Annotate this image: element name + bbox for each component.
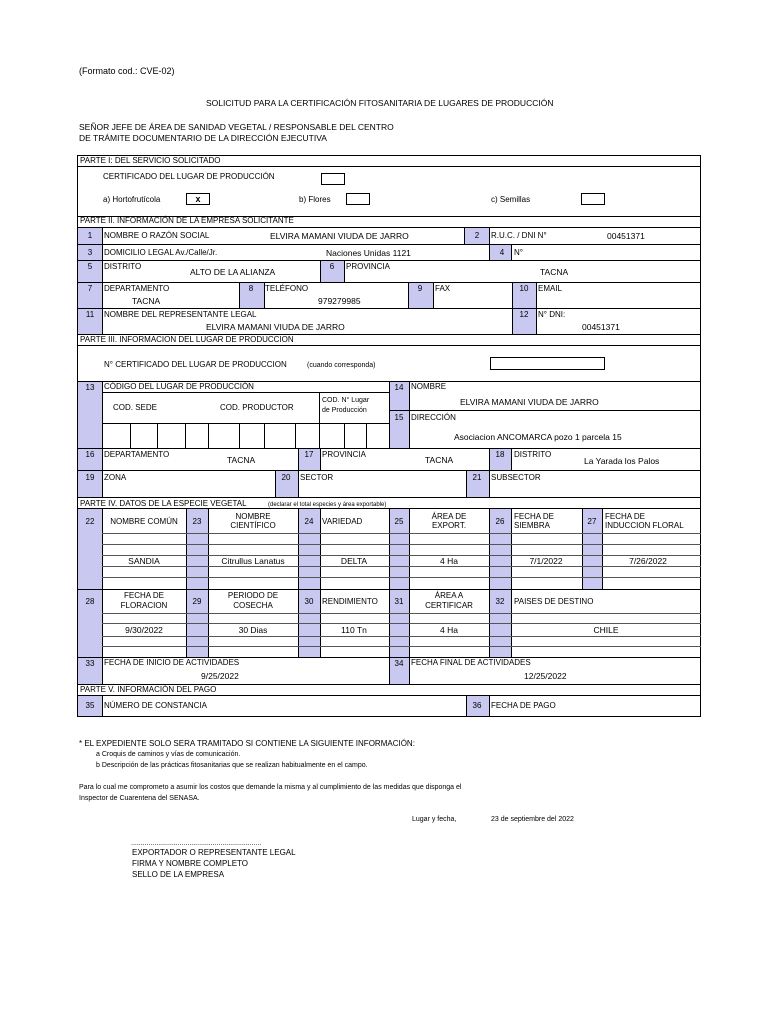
zone-label: ZONA [104,473,127,482]
signature-name: FIRMA Y NOMBRE COMPLETO [132,859,249,868]
certificate-checkbox[interactable] [321,173,345,185]
place-date-value: 23 de septiembre del 2022 [491,816,574,823]
field-number: 23 [192,517,202,526]
phone-value: 979279985 [318,296,361,306]
site-province-label: PROVINCIA [322,450,367,459]
commitment-line2: Inspector de Cuarentena del SENASA. [79,795,200,802]
field-number: 19 [85,473,95,482]
cert-number-note: (cuando corresponda) [307,362,376,369]
species-common-name: SANDIA [128,556,160,566]
flowering-date-header-2: FLORACION [120,601,168,610]
cod-sede-label: COD. SEDE [113,403,158,412]
scientific-name-header-1: NOMBRE [235,512,271,521]
option-semillas-label: c) Semillas [491,195,531,204]
field-number: 8 [248,284,254,293]
scientific-name-header-2: CIENTÍFICO [230,521,276,530]
format-code: (Formato cod.: CVE-02) [79,66,175,76]
part4-title-note: (declarar el total especies y área exportable) [268,502,387,508]
address-number-label: N° [514,248,523,257]
site-department-label: DEPARTAMENTO [104,450,170,459]
address-label: DOMICILIO LEGAL Av./Calle/Jr. [104,248,218,257]
province-label: PROVINCIA [346,262,391,271]
species-induction-date: 7/26/2022 [629,556,667,566]
export-area-header-2: EXPORT. [431,521,467,530]
signature-line: ................................................................... [131,840,262,847]
field-number: 10 [519,284,529,293]
option-hortofruticola-label: a) Hortofrutícola [103,195,161,204]
receipt-number-label: NÚMERO DE CONSTANCIA [104,701,207,710]
note-a: a Croquis de caminos y vías de comunicación. [96,751,241,758]
field-number: 26 [495,517,505,526]
flowering-date-header-1: FECHA DE [123,591,165,600]
signature-seal: SELLO DE LA EMPRESA [132,870,225,879]
end-date-value: 12/25/2022 [524,671,567,681]
start-date-value: 9/25/2022 [201,671,239,681]
field-number: 3 [87,248,93,257]
field-number: 11 [85,310,95,319]
phone-label: TELÉFONO [265,284,309,293]
field-number: 12 [519,310,529,319]
species-export-area: 4 Ha [440,556,458,566]
species-scientific-name: Citrullus Lanatus [221,556,285,566]
end-date-label: FECHA FINAL DE ACTIVIDADES [411,658,531,667]
destination-value: CHILE [593,625,619,635]
note-b: b Descripción de las prácticas fitosanitarias que se realizan habitualmente en el campo. [96,762,368,769]
field-number: 1 [87,231,93,240]
dni-label: N° DNI: [538,310,566,319]
harvest-period-value: 30 Dias [238,625,268,635]
option-semillas-checkbox[interactable] [581,193,605,205]
representative-value: ELVIRA MAMANI VIUDA DE JARRO [206,322,345,332]
field-number: 18 [495,450,505,459]
field-number: 5 [87,262,93,271]
yield-value: 110 Tn [341,625,367,635]
email-label: EMAIL [538,284,563,293]
part4-title: PARTE IV. DATOS DE LA ESPECIE VEGETAL [80,499,247,508]
cert-number-input[interactable] [490,357,605,370]
field-number: 16 [85,450,95,459]
site-province-value: TACNA [425,455,454,465]
harvest-period-header-2: COSECHA [233,601,273,610]
address-value: Naciones Unidas 1121 [326,248,411,258]
cod-lugar-label-2: de Producción [322,407,367,414]
field-number: 6 [329,262,335,271]
field-number: 4 [499,248,505,257]
common-name-header: NOMBRE COMÚN [110,517,178,526]
field-number: 33 [85,659,95,668]
certify-area-header-1: ÁREA A [434,591,464,600]
field-number: 7 [87,284,93,293]
species-sowing-date: 7/1/2022 [529,556,563,566]
field-number: 27 [587,517,597,526]
addressee-line2: DE TRÁMITE DOCUMENTARIO DE LA DIRECCIÓN EJECUTIVA [79,133,327,143]
field-number: 17 [304,450,314,459]
sowing-date-header-2: SIEMBRA [514,521,551,530]
company-name-label: NOMBRE O RAZÓN SOCIAL [104,231,210,240]
field-number: 24 [304,517,314,526]
province-value: TACNA [540,267,569,277]
option-flores-label: b) Flores [299,195,331,204]
start-date-label: FECHA DE INICIO DE ACTIVIDADES [104,658,240,667]
addressee-line1: SEÑOR JEFE DE ÁREA DE SANIDAD VEGETAL / RESPONSABLE DEL CENTRO [79,122,394,132]
certify-area-value: 4 Ha [440,625,458,635]
field-number: 29 [192,597,202,606]
sowing-date-header-1: FECHA DE [514,512,555,521]
site-name-value: ELVIRA MAMANI VIUDA DE JARRO [460,397,599,407]
field-number: 14 [394,383,404,392]
certificate-label: CERTIFICADO DEL LUGAR DE PRODUCCIÓN [103,172,275,181]
site-address-value: Asociacion ANCOMARCA pozo 1 parcela 15 [454,432,622,442]
district-value: ALTO DE LA ALIANZA [190,267,276,277]
export-area-header-1: ÁREA DE [431,512,467,521]
subsector-label: SUBSECTOR [491,473,541,482]
department-label: DEPARTAMENTO [104,284,170,293]
part2-title: PARTE II. INFORMACIÓN DE LA EMPRESA SOLICITANTE [80,216,294,225]
signature-role: EXPORTADOR O REPRESENTANTE LEGAL [132,848,296,857]
dni-value: 00451371 [582,322,620,332]
option-flores-checkbox[interactable] [346,193,370,205]
cert-number-label: N° CERTIFICADO DEL LUGAR DE PRODUCCION [104,360,287,369]
option-hortofruticola-checkbox[interactable]: x [186,193,210,205]
site-district-value: La Yarada los Palos [584,456,660,466]
commitment-line1: Para lo cual me comprometo a asumir los costos que demande la misma y al cumplimiento de las medidas que disponga el [79,784,462,791]
department-value: TACNA [132,296,161,306]
payment-date-label: FECHA DE PAGO [491,701,556,710]
species-variety: DELTA [340,556,368,566]
sector-label: SECTOR [300,473,334,482]
field-number: 34 [394,659,404,668]
site-district-label: DISTRITO [514,450,552,459]
field-number: 13 [85,383,95,392]
field-number: 35 [85,701,95,710]
form-title: SOLICITUD PARA LA CERTIFICACIÓN FITOSANITARIA DE LUGARES DE PRODUCCIÓN [206,98,554,108]
field-number: 15 [394,413,404,422]
part3-title: PARTE III. INFORMACION DEL LUGAR DE PRODUCCION [80,335,294,344]
field-number: 36 [472,701,482,710]
part5-title: PARTE V. INFORMACIÓN DEL PAGO [80,685,217,694]
yield-header: RENDIMIENTO [322,597,378,606]
ruc-label: R.U.C. / DNI N° [491,231,547,240]
ruc-value: 00451371 [607,231,645,241]
flowering-date-value: 9/30/2022 [125,625,163,635]
certify-area-header-2: CERTIFICAR [425,601,473,610]
field-number: 20 [281,473,291,482]
site-department-value: TACNA [227,455,256,465]
note-title: * EL EXPEDIENTE SOLO SERA TRAMITADO SI CONTIENE LA SIGUIENTE INFORMACIÓN: [79,739,415,748]
fax-label: FAX [435,284,451,293]
field-number: 22 [85,517,95,526]
field-number: 2 [474,231,480,240]
field-number: 31 [394,597,404,606]
company-name-value: ELVIRA MAMANI VIUDA DE JARRO [270,231,409,241]
site-address-label: DIRECCIÓN [411,413,456,422]
site-code-label: CÓDIGO DEL LUGAR DE PRODUCCIÓN [104,382,254,391]
district-label: DISTRITO [104,262,142,271]
induction-date-header-1: FECHA DE [605,512,646,521]
field-number: 28 [85,597,95,606]
field-number: 32 [495,597,505,606]
field-number: 30 [304,597,314,606]
variety-header: VARIEDAD [322,517,363,526]
field-number: 21 [472,473,482,482]
harvest-period-header-1: PERIODO DE [227,591,279,600]
induction-date-header-2: INDUCCION FLORAL [605,521,684,530]
cod-lugar-label-1: COD. N° Lugar [322,397,370,404]
field-number: 25 [394,517,404,526]
cod-productor-label: COD. PRODUCTOR [220,403,294,412]
site-name-label: NOMBRE [411,382,447,391]
representative-label: NOMBRE DEL REPRESENTANTE LEGAL [104,310,257,319]
destination-header: PAISES DE DESTINO [514,597,594,606]
part1-title: PARTE I: DEL SERVICIO SOLICITADO [80,156,221,165]
field-number: 9 [417,284,423,293]
place-date-label: Lugar y fecha, [412,816,457,823]
